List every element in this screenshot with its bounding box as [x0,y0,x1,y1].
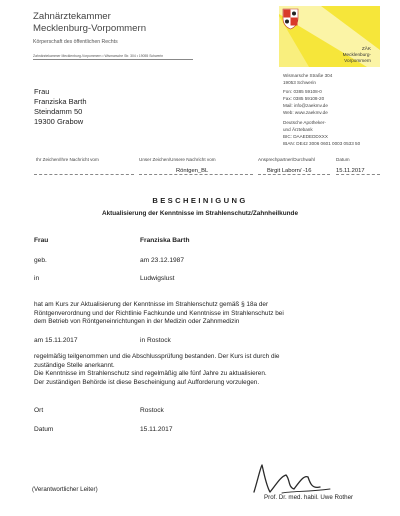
ref-our-sign-value: Röntgen_BL [176,168,209,174]
born-label: geb. [34,257,47,264]
completion-statement [34,353,384,387]
responsible-leader-label: (Verantwortlicher Leiter) [32,486,98,493]
logo-text-line3: Vorpommern [344,58,371,63]
ref-contact-value: Birgit Laborn/ -16 [267,168,312,174]
date-label: Datum [34,426,54,433]
sidebar-bank-name2: und Ärztebank [283,127,313,132]
course-description-line: Röntgenverordnung und der Richtlinie Fachkunde und Kenntnisse im Strahlenschutz bei [34,309,284,317]
place-label: Ort [34,407,44,414]
course-date: am 15.11.2017 [34,337,78,344]
org-name-line2: Mecklenburg-Vorpommern [33,23,147,34]
date-value: 15.11.2017 [140,426,173,433]
birthplace-value: Ludwigslust [140,275,175,282]
recipient-street: Steindamm 50 [34,107,83,116]
completion-statement-line: regelmäßig teilgenommen und die Abschlussprüfung bestanden. Der Kurs ist durch die [34,353,280,360]
logo-text-line2: Mecklenburg- [342,52,371,57]
coat-of-arms-icon [283,9,298,29]
birthplace-label: in [34,275,40,282]
ref-field-underline [139,174,253,175]
sidebar-address-city: 19053 Schwerin [283,80,316,85]
ref-your-sign-label: Ihr Zeichen/Ihre Nachricht vom [36,157,99,162]
sidebar-iban: IBAN: DE42 3006 0601 0003 0533 50 [283,141,361,146]
return-address-rule [33,59,193,60]
ref-our-sign-label: Unser Zeichen/Unsere Nachricht vom [139,157,216,162]
person-name: Franziska Barth [140,237,190,244]
signatory-name: Prof. Dr. med. habil. Uwe Rother [264,494,354,501]
ref-field-underline [258,174,330,175]
born-value: am 23.12.1987 [140,257,184,264]
org-subtitle: Körperschaft des öffentlichen Rechts [33,39,118,45]
sidebar-address-street: Wismarsche Straße 304 [283,73,333,78]
course-description-line: hat am Kurs zur Aktualisierung der Kenntnisse im Strahlenschutz gemäß § 18a der [34,301,269,308]
document-title: BESCHEINIGUNG [152,196,248,205]
chamber-logo [279,6,380,67]
place-value: Rostock [140,407,164,414]
document-subtitle: Aktualisierung der Kenntnisse im Strahlenschutz/Zahnheilkunde [101,210,299,217]
salutation: Frau [34,237,49,244]
course-description-line: dem Betrieb von Röntgeneinrichtungen in der Medizin oder Zahnmedizin [34,318,240,326]
ref-field-underline [34,174,134,175]
sidebar-bank-name1: Deutsche Apotheker- [283,120,326,125]
sidebar-phone: Fon: 0385 59108-0 [283,89,322,94]
completion-statement-line: Der zuständigen Behörde ist diese Bescheinigung auf Aufforderung vorzulegen. [34,378,260,386]
recipient-salutation: Frau [34,87,50,96]
ref-date-value: 15.11.2017 [336,168,365,174]
sidebar-bic: BIC: DAAEDEDDXXX [283,134,328,139]
course-place: in Rostock [140,337,171,344]
handwritten-signature [246,459,338,499]
completion-statement-line: zuständige Stelle anerkannt. [34,361,115,369]
org-name-line1: Zahnärztekammer [33,11,111,22]
sidebar-mail: Mail: info@zaekmv.de [283,103,328,108]
sidebar-fax: Fax: 0385 59108-20 [283,96,325,101]
ref-date-label: Datum [336,157,350,162]
logo-text-line1: ZÄK [361,46,371,51]
ref-contact-label: Ansprechpartner/Durchwahl [258,157,315,162]
completion-statement-line: Die Kenntnisse im Strahlenschutz sind regelmäßig alle fünf Jahre zu aktualisieren. [34,370,267,378]
return-address: Zahnärztekammer Mecklenburg-Vorpommern • Wismarsche Str. 304 • 19055 Schwerin [33,54,164,58]
ref-field-underline [336,174,380,175]
recipient-name: Franziska Barth [34,97,87,106]
sidebar-web: Web: www.zaekmv.de [283,110,328,115]
course-description [34,301,384,327]
recipient-city: 19300 Grabow [34,117,84,126]
